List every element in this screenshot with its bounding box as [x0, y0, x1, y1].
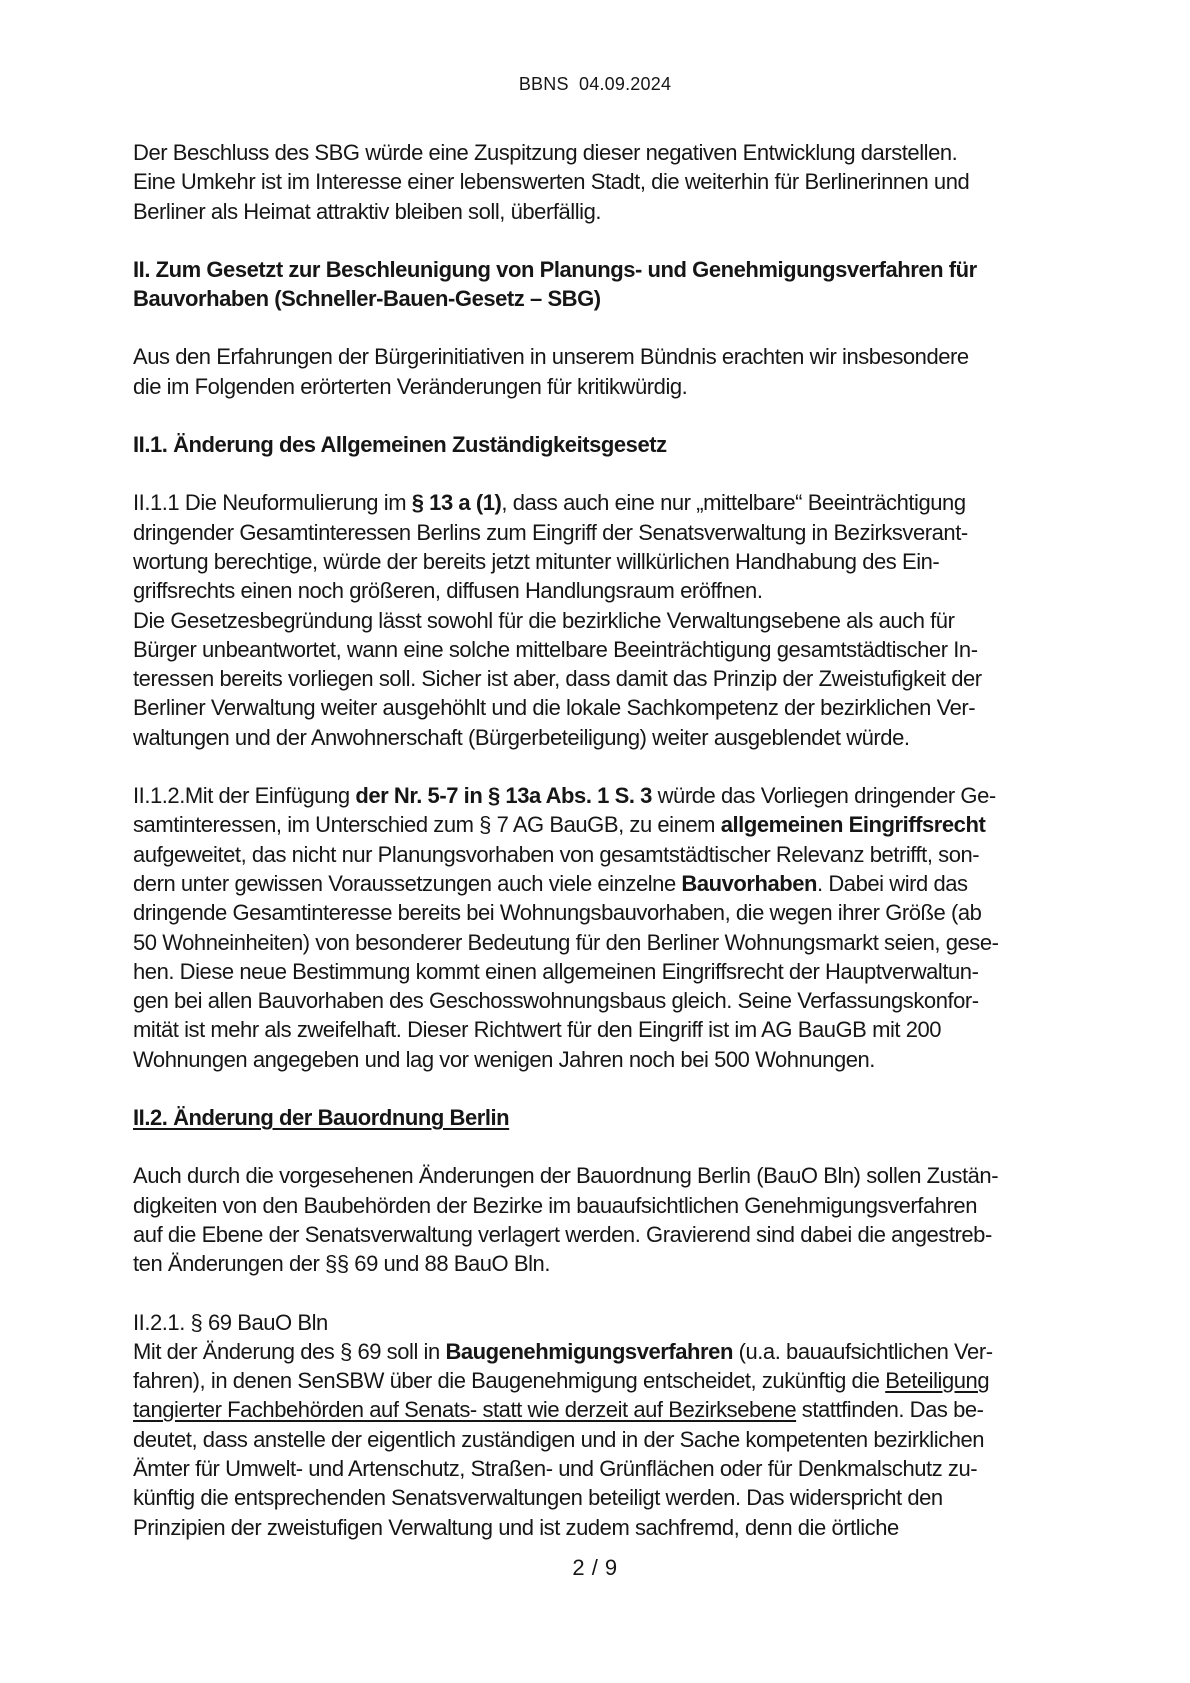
text-line: tangierter Fachbehörden auf Senats- statt wie derzeit auf Bezirksebene stattfinden. Das be-	[133, 1397, 984, 1423]
text-line: künftig die entsprechenden Senatsverwaltungen beteiligt werden. Das widerspricht den	[133, 1485, 943, 1511]
text-line: II. Zum Gesetzt zur Beschleunigung von Planungs- und Genehmigungsverfahren für	[133, 256, 977, 282]
text-line: II.1.2.Mit der Einfügung der Nr. 5-7 in § 13a Abs. 1 S. 3 würde das Vorliegen dringender Ge-	[133, 783, 996, 809]
text-line: dern unter gewissen Voraussetzungen auch viele einzelne Bauvorhaben. Dabei wird das	[133, 870, 968, 896]
text-line: Berliner Verwaltung weiter ausgehöhlt und die lokale Sachkompetenz der bezirklichen Ver-	[133, 695, 976, 721]
document-header: BBNS 04.09.2024	[518, 74, 672, 94]
text-line: griffsrechts einen noch größeren, diffusen Handlungsraum eröffnen.	[133, 578, 763, 604]
text-line: Eine Umkehr ist im Interesse einer lebenswerten Stadt, die weiterhin für Berlinerinnen und	[133, 169, 970, 195]
paragraph	[133, 781, 1073, 1074]
text-line: Der Beschluss des SBG würde eine Zuspitzung dieser negativen Entwicklung darstellen.	[133, 140, 958, 165]
text-line: aufgeweitet, das nicht nur Planungsvorhaben von gesamtstädtischer Relevanz betrifft, son-	[133, 841, 980, 867]
document-body	[133, 138, 1073, 1542]
text-line: deutet, dass anstelle der eigentlich zuständigen und in der Sache kompetenten bezirklichen	[133, 1426, 985, 1452]
paragraph	[133, 1161, 1073, 1278]
text-line: Wohnungen angegeben und lag vor wenigen Jahren noch bei 500 Wohnungen.	[133, 1046, 875, 1072]
text-line: die im Folgenden erörterten Veränderungen für kritikwürdig.	[133, 373, 688, 399]
text-line: Auch durch die vorgesehenen Änderungen der Bauordnung Berlin (BauO Bln) sollen Zustän-	[133, 1163, 999, 1189]
text-line: Prinzipien der zweistufigen Verwaltung und ist zudem sachfremd, denn die örtliche	[133, 1514, 899, 1540]
text-line: Berliner als Heimat attraktiv bleiben soll, überfällig.	[133, 198, 602, 224]
section-heading	[133, 255, 1073, 314]
text-line: fahren), in denen SenSBW über die Baugenehmigung entscheidet, zukünftig die Beteiligung	[133, 1368, 990, 1394]
text-line: dringender Gesamtinteressen Berlins zum Eingriff der Senatsverwaltung in Bezirksverant-	[133, 519, 968, 545]
section-heading	[133, 430, 1073, 459]
text-line: II.2. Änderung der Bauordnung Berlin	[133, 1105, 510, 1131]
section-heading	[133, 1103, 1073, 1132]
text-line: dringende Gesamtinteresse bereits bei Wohnungsbauvorhaben, die wegen ihrer Größe (ab	[133, 900, 982, 926]
paragraph	[133, 488, 1073, 752]
text-line: wortung berechtige, würde der bereits jetzt mitunter willkürlichen Handhabung des Ein-	[133, 548, 940, 574]
text-line: II.2.1. § 69 BauO Bln	[133, 1309, 328, 1335]
text-line: Aus den Erfahrungen der Bürgerinitiativen in unserem Bündnis erachten wir insbesondere	[133, 344, 969, 370]
page-number: 2 / 9	[572, 1555, 618, 1580]
text-line: mität ist mehr als zweifelhaft. Dieser Richtwert für den Eingriff ist im AG BauGB mit 200	[133, 1017, 942, 1043]
text-line: waltungen und der Anwohnerschaft (Bürgerbeteiligung) weiter ausgeblendet würde.	[133, 724, 910, 750]
text-line: samtinteressen, im Unterschied zum § 7 AG BauGB, zu einem allgemeinen Eingriffsrecht	[133, 812, 986, 838]
text-line: Bürger unbeantwortet, wann eine solche mittelbare Beeinträchtigung gesamtstädtischer In-	[133, 636, 978, 662]
paragraph	[133, 138, 1073, 226]
text-line: Bauvorhaben (Schneller-Bauen-Gesetz – SBG)	[133, 286, 601, 312]
text-line: teressen bereits vorliegen soll. Sicher ist aber, dass damit das Prinzip der Zweistufigkeit der	[133, 666, 982, 692]
text-line: gen bei allen Bauvorhaben des Geschosswohnungsbaus gleich. Seine Verfassungskonfor-	[133, 988, 979, 1014]
text-line: digkeiten von den Baubehörden der Bezirke im bauaufsichtlichen Genehmigungsverfahren	[133, 1192, 977, 1218]
text-line: II.1.1 Die Neuformulierung im § 13 a (1), dass auch eine nur „mittelbare“ Beeinträchtigung	[133, 490, 966, 516]
text-line: 50 Wohneinheiten) von besonderer Bedeutung für den Berliner Wohnungsmarkt seien, gese-	[133, 929, 999, 955]
text-line: Ämter für Umwelt- und Artenschutz, Straßen- und Grünflächen oder für Denkmalschutz zu-	[133, 1455, 978, 1481]
text-line: hen. Diese neue Bestimmung kommt einen allgemeinen Eingriffsrecht der Hauptverwaltun-	[133, 958, 979, 984]
text-line: Die Gesetzesbegründung lässt sowohl für die bezirkliche Verwaltungsebene als auch für	[133, 607, 955, 633]
text-line: ten Änderungen der §§ 69 und 88 BauO Bln.	[133, 1251, 550, 1277]
text-line: Mit der Änderung des § 69 soll in Baugenehmigungsverfahren (u.a. bauaufsichtlichen Ver-	[133, 1338, 993, 1364]
paragraph	[133, 342, 1073, 401]
paragraph	[133, 1308, 1073, 1542]
text-line: auf die Ebene der Senatsverwaltung verlagert werden. Gravierend sind dabei die angestreb-	[133, 1221, 992, 1247]
text-line: II.1. Änderung des Allgemeinen Zuständigkeitsgesetz	[133, 432, 667, 458]
